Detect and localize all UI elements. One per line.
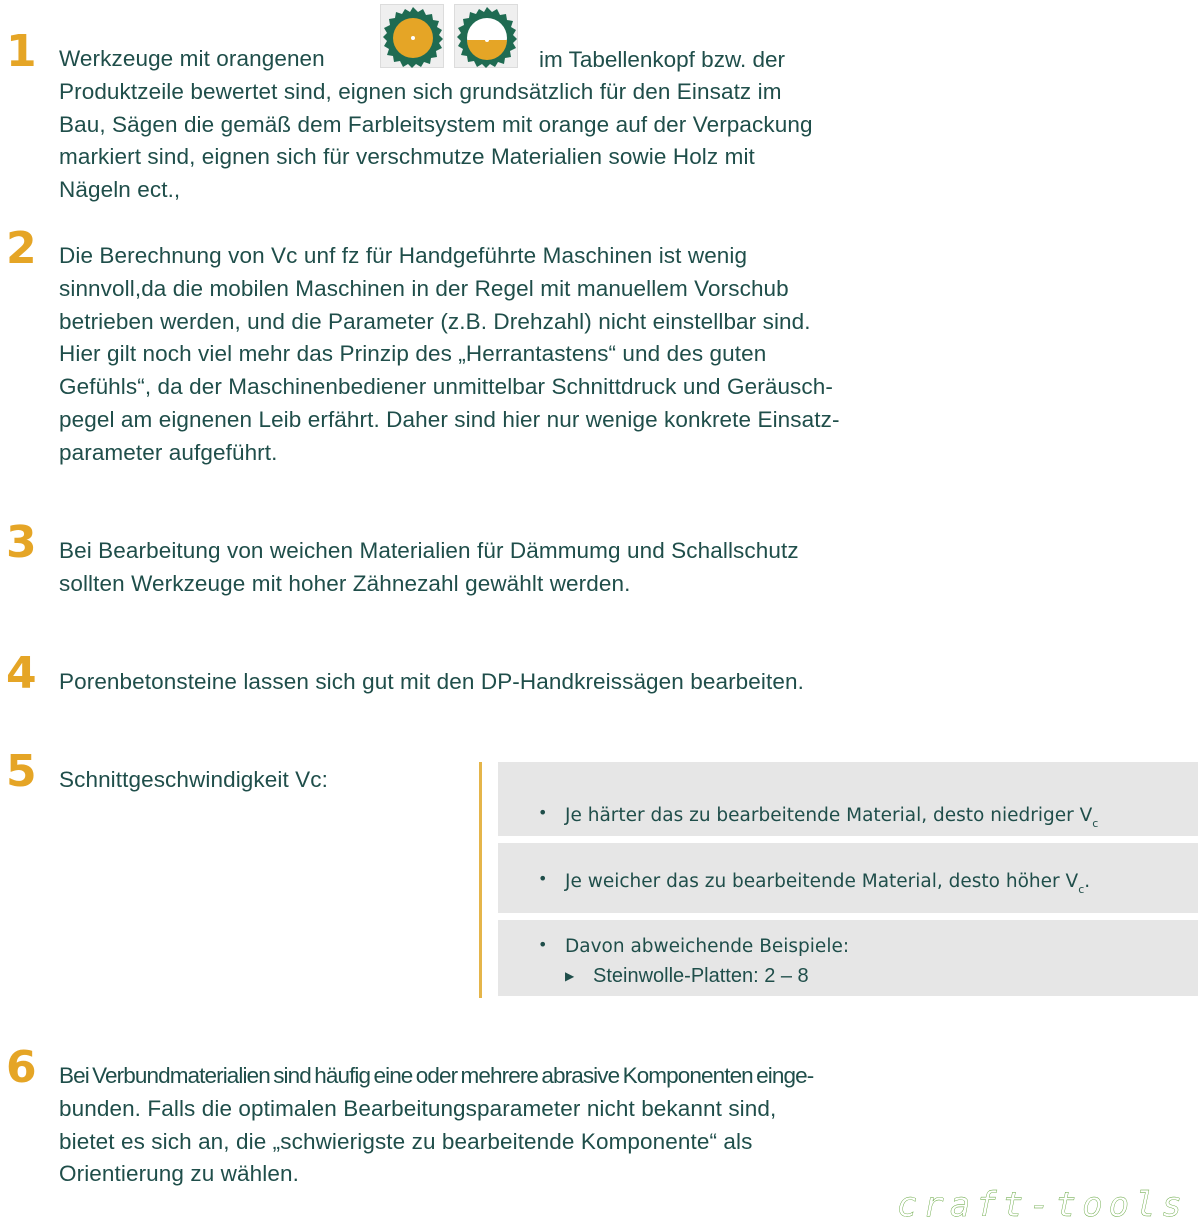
item-number-6: 6: [6, 1042, 37, 1093]
item-2-line-5: Gefühls“, da der Maschinenbediener unmittelbar Schnittdruck und Geräusch-: [59, 374, 833, 400]
item-1-line-4: Nägeln ect.,: [59, 177, 181, 203]
item-6-line-4: Orientierung zu wählen.: [59, 1161, 299, 1187]
vc-hint-harder: [498, 762, 1198, 836]
vc-examples: [498, 920, 1198, 996]
item-6-line-3: bietet es sich an, die „schwierigste zu bearbeitende Komponente“ als: [59, 1128, 753, 1154]
item-2-line-2: sinnvoll,da die mobilen Maschinen in der Regel mit manuellem Vorschub: [59, 275, 789, 301]
item-1-line-3: markiert sind, eignen sich für verschmutze Materialien sowie Holz mit: [59, 144, 755, 170]
bullet-2: •: [538, 869, 548, 888]
item-1-line-1: Produktzeile bewertet sind, eignen sich grundsätzlich für den Einsatz im: [59, 78, 782, 104]
sub-bullet-arrow-icon: ▶: [565, 969, 575, 983]
item-3-text: [59, 535, 799, 601]
item-4-line-1: Porenbetonsteine lassen sich gut mit den DP-Handkreissägen bearbeiten.: [59, 669, 804, 694]
item-6-line-2: bunden. Falls die optimalen Bearbeitungsparameter nicht bekannt sind,: [59, 1095, 777, 1121]
vc-hint-softer-text: Je weicher das zu bearbeitende Material, desto höher $V_c$.: [565, 871, 1091, 896]
item-2-line-4: Hier gilt noch viel mehr das Prinzip des „Herrantastens“ und des guten: [59, 341, 767, 367]
item-6-text: [59, 1060, 813, 1191]
item-4-text: [59, 666, 804, 699]
item-2-line-3: betrieben werden, und die Parameter (z.B. Drehzahl) nicht einstellbar sind.: [59, 308, 811, 334]
vc-hint-harder-text: Je härter das zu bearbeitende Material, desto niedriger $V_c$: [565, 805, 1099, 830]
item-2-line-1: Die Berechnung von Vc unf fz für Handgeführte Maschinen ist wenig: [59, 243, 748, 268]
item-number-2: 2: [6, 223, 37, 274]
saw-blade-orange-half-icon: [454, 4, 518, 68]
item-5-text: [59, 764, 328, 797]
saw-blade-orange-full-icon: [380, 4, 444, 68]
bullet-1: •: [538, 803, 548, 822]
bullet-3: •: [538, 935, 548, 954]
item-number-1: 1: [6, 26, 37, 77]
vc-hint-softer: [498, 843, 1198, 913]
item-number-3: 3: [6, 517, 37, 568]
brand-logo: craft-tools: [896, 1185, 1188, 1225]
item-number-5: 5: [6, 746, 37, 797]
item-3-line-2: sollten Werkzeuge mit hoher Zähnezahl gewählt werden.: [59, 570, 631, 596]
item-1-line-2: Bau, Sägen die gemäß dem Farbleitsystem mit orange auf der Verpackung: [59, 111, 813, 137]
item-5-line-1: Schnittgeschwindigkeit Vc:: [59, 767, 328, 792]
item-1-after-icons-text: im Tabellenkopf bzw. der: [539, 47, 785, 72]
vc-examples-heading: Davon abweichende Beispiele:: [565, 936, 850, 957]
item-2-text: [59, 240, 840, 470]
item-1-lead: Werkzeuge mit orangenen: [59, 46, 325, 71]
panel-accent-bar: [479, 762, 482, 998]
item-3-line-1: Bei Bearbeitung von weichen Materialien für Dämmumg und Schallschutz: [59, 538, 799, 563]
item-2-line-6: pegel am eignenen Leib erfährt. Daher sind hier nur wenige konkrete Einsatz-: [59, 406, 840, 432]
item-6-line-1: Bei Verbundmaterialien sind häufig eine oder mehrere abrasive Komponenten einge-: [59, 1063, 814, 1088]
item-2-line-7: parameter aufgeführt.: [59, 439, 278, 465]
item-number-4: 4: [6, 648, 37, 699]
vc-example-steinwolle: Steinwolle-Platten: 2 – 8: [593, 965, 809, 987]
